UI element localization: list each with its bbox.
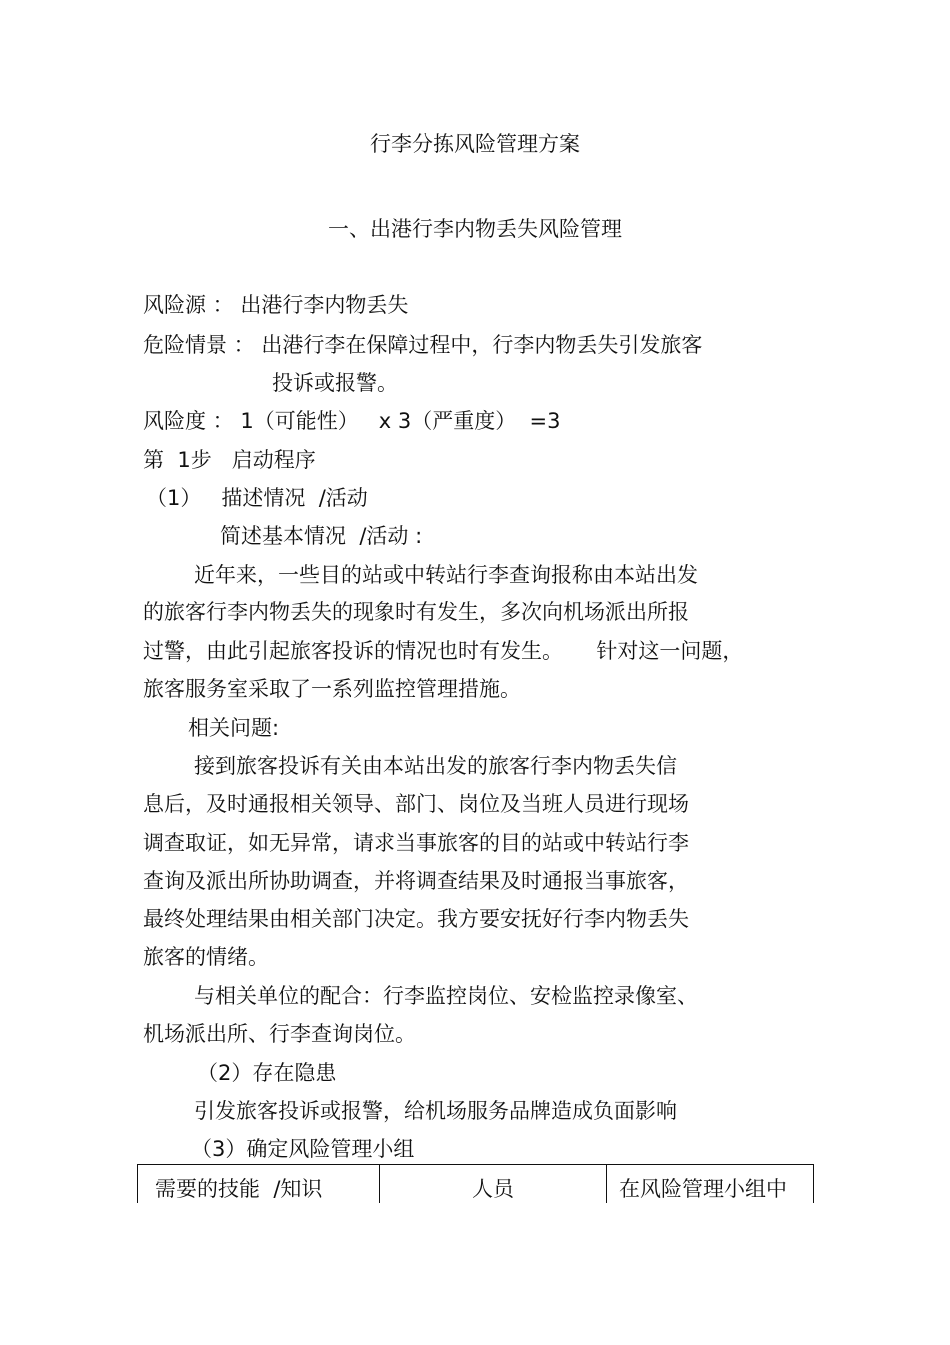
table-header-skills: 需要的技能 /知识 bbox=[138, 1165, 380, 1204]
table-header-role: 在风险管理小组中 bbox=[607, 1165, 814, 1204]
paragraph-line: 息后，及时通报相关领导、部门、岗位及当班人员进行现场 bbox=[143, 792, 689, 816]
paragraph-line: 的旅客行李内物丢失的现象时有发生，多次向机场派出所报 bbox=[143, 600, 689, 624]
paragraph-line: 接到旅客投诉有关由本站出发的旅客行李内物丢失信 bbox=[194, 754, 677, 778]
cooperation-line: 与相关单位的配合：行李监控岗位、安检监控录像室、 bbox=[194, 984, 698, 1008]
related-label: 相关问题: bbox=[188, 716, 280, 740]
danger-scene-line-1: 危险情景 ： 出港行李在保障过程中，行李内物丢失引发旅客 bbox=[143, 333, 703, 357]
section-heading: 一、出港行李内物丢失风险管理 bbox=[328, 217, 622, 241]
paragraph-line: 近年来，一些目的站或中转站行李查询报称由本站出发 bbox=[194, 563, 698, 587]
paragraph-line: 过警，由此引起旅客投诉的情况也时有发生。 针对这一问题， bbox=[143, 639, 744, 663]
paragraph-line: 旅客的情绪。 bbox=[143, 945, 269, 969]
danger-scene-line-2: 投诉或报警。 bbox=[272, 371, 398, 395]
table-header-row bbox=[138, 1165, 814, 1204]
table-header-personnel: 人员 bbox=[380, 1165, 607, 1204]
hazard-text: 引发旅客投诉或报警，给机场服务品牌造成负面影响 bbox=[194, 1099, 677, 1123]
item-2-heading: （2）存在隐患 bbox=[197, 1061, 337, 1085]
risk-level: 风险度 ： 1（可能性） x 3（严重度） =3 bbox=[143, 409, 561, 433]
item-1-heading: （1） 描述情况 /活动 bbox=[146, 486, 368, 510]
document-title: 行李分拣风险管理方案 bbox=[370, 132, 580, 156]
paragraph-line: 旅客服务室采取了一系列监控管理措施。 bbox=[143, 677, 521, 701]
step-1-heading: 第 1步 启动程序 bbox=[143, 448, 316, 472]
paragraph-line: 最终处理结果由相关部门决定。我方要安抚好行李内物丢失 bbox=[143, 907, 689, 931]
risk-source: 风险源 ： 出港行李内物丢失 bbox=[143, 293, 409, 317]
paragraph-line: 查询及派出所协助调查，并将调查结果及时通报当事旅客， bbox=[143, 869, 689, 893]
brief-label: 简述基本情况 /活动 : bbox=[220, 524, 423, 548]
item-3-heading: （3）确定风险管理小组 bbox=[191, 1137, 415, 1161]
risk-team-table bbox=[137, 1164, 814, 1203]
paragraph-line: 调查取证，如无异常，请求当事旅客的目的站或中转站行李 bbox=[143, 831, 689, 855]
cooperation-line: 机场派出所、行李查询岗位。 bbox=[143, 1022, 416, 1046]
